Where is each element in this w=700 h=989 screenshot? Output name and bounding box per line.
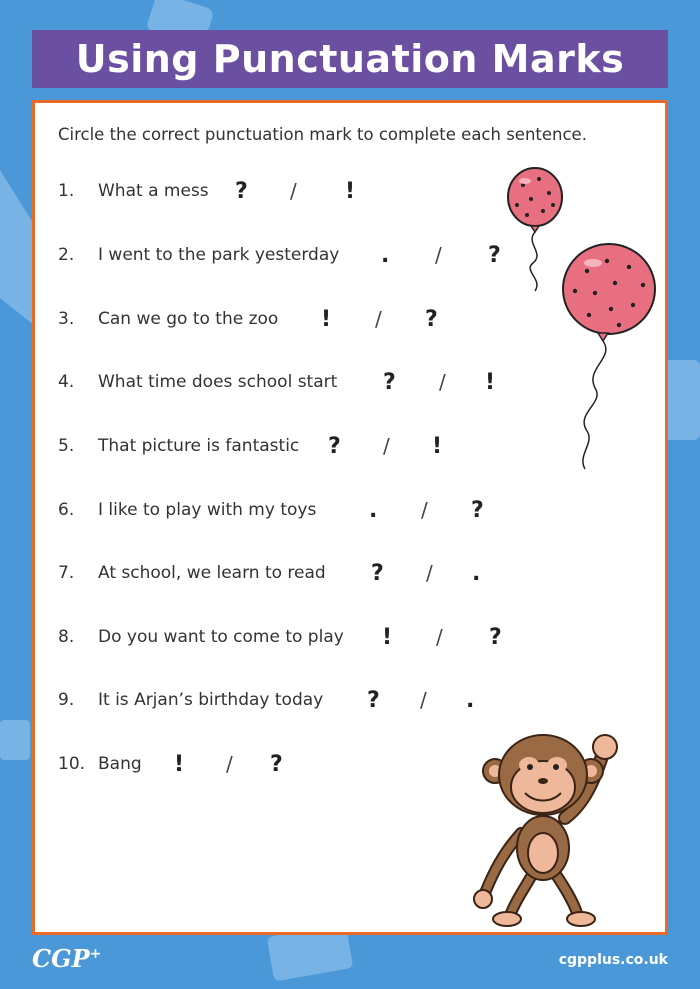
question-3	[58, 301, 278, 337]
balloons-illustration	[495, 163, 665, 483]
option-mark[interactable]: ?	[371, 560, 384, 586]
question-number: 8.	[58, 627, 75, 647]
option-mark[interactable]: !	[382, 624, 393, 650]
option-mark[interactable]: ?	[367, 687, 380, 713]
question-number: 5.	[58, 436, 75, 456]
option-separator: /	[435, 243, 442, 267]
question-9	[58, 682, 323, 718]
question-10	[58, 746, 142, 782]
question-sentence: What time does school start	[98, 372, 338, 392]
option-mark[interactable]: .	[369, 497, 378, 523]
question-sentence: At school, we learn to read	[98, 563, 326, 583]
option-mark[interactable]: ?	[425, 306, 438, 332]
options-4	[383, 364, 495, 400]
question-4	[58, 364, 337, 400]
cgp-logo: CGP+	[32, 944, 102, 973]
large-balloon-icon	[563, 244, 655, 469]
option-mark[interactable]: !	[174, 751, 185, 777]
option-separator: /	[375, 307, 382, 331]
option-mark[interactable]: ?	[270, 751, 283, 777]
options-8	[382, 619, 502, 655]
option-separator: /	[226, 752, 233, 776]
instruction-text: Circle the correct punctuation mark to complete each sentence.	[58, 125, 587, 144]
option-separator: /	[426, 561, 433, 585]
options-6	[369, 492, 484, 528]
option-separator: /	[383, 434, 390, 458]
question-sentence: Do you want to come to play	[98, 627, 344, 647]
option-separator: /	[439, 370, 446, 394]
question-sentence: It is Arjan’s birthday today	[98, 690, 324, 710]
options-3	[321, 301, 438, 337]
option-mark[interactable]: !	[485, 369, 496, 395]
question-number: 6.	[58, 500, 75, 520]
option-mark[interactable]: .	[381, 242, 390, 268]
question-number: 1.	[58, 181, 75, 201]
options-9	[367, 682, 474, 718]
question-number: 9.	[58, 690, 75, 710]
question-2	[58, 237, 339, 273]
question-7	[58, 555, 326, 591]
option-mark[interactable]: ?	[328, 433, 341, 459]
option-mark[interactable]: !	[345, 178, 356, 204]
option-mark[interactable]: !	[321, 306, 332, 332]
question-sentence: What a mess	[98, 181, 209, 201]
option-mark[interactable]: .	[472, 560, 481, 586]
options-10	[174, 746, 283, 782]
options-1	[235, 173, 355, 209]
option-mark[interactable]: !	[432, 433, 443, 459]
question-number: 7.	[58, 563, 75, 583]
question-1	[58, 173, 209, 209]
option-mark[interactable]: ?	[489, 624, 502, 650]
question-number: 3.	[58, 309, 75, 329]
question-6	[58, 492, 316, 528]
options-5	[328, 428, 442, 464]
question-sentence: I went to the park yesterday	[98, 245, 340, 265]
footer-url[interactable]: cgpplus.co.uk	[558, 952, 668, 968]
question-8	[58, 619, 344, 655]
question-sentence: I like to play with my toys	[98, 500, 317, 520]
speech-bubble-decoration	[0, 720, 30, 760]
option-mark[interactable]: ?	[471, 497, 484, 523]
option-mark[interactable]: ?	[235, 178, 248, 204]
option-separator: /	[436, 625, 443, 649]
monkey-illustration	[455, 723, 635, 928]
option-mark[interactable]: ?	[488, 242, 501, 268]
title-bar	[32, 30, 668, 88]
question-number: 4.	[58, 372, 75, 392]
question-sentence: Bang	[98, 754, 142, 774]
option-mark[interactable]: ?	[383, 369, 396, 395]
option-separator: /	[420, 688, 427, 712]
question-sentence: Can we go to the zoo	[98, 309, 279, 329]
options-7	[371, 555, 480, 591]
option-mark[interactable]: .	[466, 687, 475, 713]
question-sentence: That picture is fantastic	[98, 436, 300, 456]
question-5	[58, 428, 299, 464]
page-title: Using Punctuation Marks	[75, 37, 625, 81]
question-number: 2.	[58, 245, 75, 265]
option-separator: /	[421, 498, 428, 522]
worksheet-panel	[32, 100, 668, 935]
small-balloon-icon	[508, 168, 562, 291]
question-number: 10.	[58, 754, 86, 774]
option-separator: /	[290, 179, 297, 203]
options-2	[381, 237, 501, 273]
